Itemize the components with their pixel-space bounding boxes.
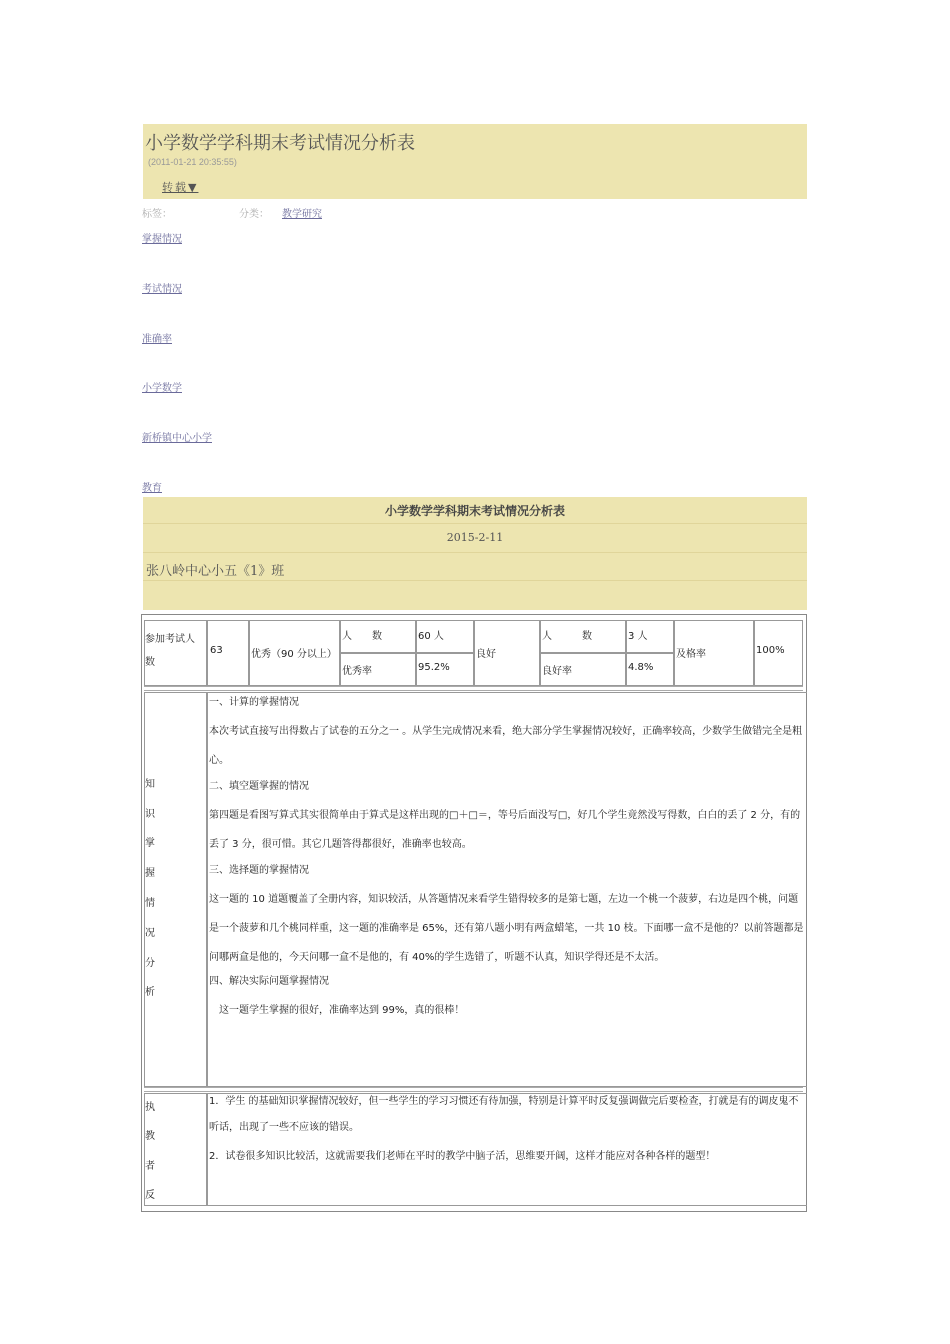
analysis-paragraph: 第四题是看图写算式其实很简单由于算式是这样出现的□＋□＝，等号后面没写□，好几个学生竟然没写得数，白白的丢了 2 分，有的丢了 3 分，很可惜。其它几题答得都很好，准确率也较高。 <box>209 810 801 850</box>
class-name: 张八岭中心小五《1》班 <box>146 564 285 579</box>
analysis-paragraph: 这一题的 10 道题覆盖了全册内容，知识较活，从答题情况来看学生错得较多的是第七题，左边一个桃一个菠萝，右边是四个桃，问题是一个菠萝和几个桃同样重，这一题的准确率是 65%，还有第八题小明有两盒蜡笔，一共 10 枝。下面哪一盒不是他的？以前答题都是问哪两盒是他的，今天问哪一盒不是他的，有 40%的学生选错了，听题不认真，知识学得还是不太活。 <box>209 894 804 963</box>
divider <box>143 523 807 524</box>
tag-link[interactable]: 小学数学 <box>142 383 182 394</box>
reflection-paragraph: 2．试卷很多知识比较活，这就需要我们老师在平时的教学中脑子活，思维要开阔，这样才能应对各种各样的题型！ <box>209 1151 716 1162</box>
document-date: 2015-2-11 <box>446 531 504 544</box>
analysis-paragraph: 这一题学生掌握的很好，准确率达到 99%，真的很棒！ <box>209 1005 465 1016</box>
good-count: 3 人 <box>628 631 648 642</box>
analysis-side-char: 掌 <box>145 838 155 849</box>
pass-rate: 100% <box>756 645 785 656</box>
divider <box>143 552 807 553</box>
document-heading <box>143 497 807 610</box>
analysis-side-char: 分 <box>145 958 155 969</box>
participants-label: 参加考试人数 <box>145 634 195 668</box>
participants-value: 63 <box>210 645 223 656</box>
good-count-label: 人 数 <box>542 631 592 642</box>
analysis-side-char: 知 <box>145 779 155 790</box>
excellent-label: 优秀（90 分以上） <box>251 649 337 660</box>
analysis-heading: 二、填空题掌握的情况 <box>209 781 309 792</box>
reflection-side-char: 反 <box>145 1190 155 1201</box>
analysis-paragraph: 本次考试直接写出得数占了试卷的五分之一 。从学生完成情况来看，绝大部分学生掌握情况较好，正确率较高，少数学生做错完全是粗心。 <box>209 726 803 766</box>
analysis-heading: 一、计算的掌握情况 <box>209 697 299 708</box>
good-rate-label: 良好率 <box>542 666 572 677</box>
pass-label: 及格率 <box>676 649 706 660</box>
reflection-side-char: 教 <box>145 1131 155 1142</box>
tag-link[interactable]: 考试情况 <box>142 284 182 295</box>
excellent-count: 60 人 <box>418 631 444 642</box>
analysis-side-char: 析 <box>145 987 155 998</box>
post-timestamp: (2011-01-21 20:35:55) <box>148 157 237 167</box>
good-rate: 4.8% <box>628 662 654 673</box>
analysis-heading: 三、选择题的掌握情况 <box>209 865 309 876</box>
analysis-heading: 四、解决实际问题掌握情况 <box>209 976 329 987</box>
category-label: 分类： <box>239 209 269 220</box>
tag-link[interactable]: 准确率 <box>142 334 172 345</box>
tag-link[interactable]: 新桥镇中心小学 <box>142 433 212 444</box>
reflection-side-char: 者 <box>145 1161 155 1172</box>
reflection-side-char: 执 <box>145 1102 155 1113</box>
repost-link[interactable]: 转载▼ <box>162 181 199 194</box>
analysis-side-cell <box>144 692 207 1087</box>
tag-link[interactable]: 教育 <box>142 483 162 494</box>
analysis-side-char: 识 <box>145 809 155 820</box>
analysis-side-char: 况 <box>145 928 155 939</box>
good-label: 良好 <box>476 649 496 660</box>
document-title: 小学数学学科期末考试情况分析表 <box>384 504 565 518</box>
tags-label: 标签： <box>142 209 172 220</box>
excellent-rate: 95.2% <box>418 662 450 673</box>
post-title: 小学数学学科期末考试情况分析表 <box>145 133 415 154</box>
divider <box>143 580 807 581</box>
excellent-count-label: 人 数 <box>342 631 382 642</box>
post-header <box>143 124 807 199</box>
tag-link[interactable]: 掌握情况 <box>142 234 182 245</box>
excellent-rate-label: 优秀率 <box>342 666 372 677</box>
analysis-side-char: 情 <box>145 898 155 909</box>
category-link[interactable]: 教学研究 <box>282 209 322 220</box>
reflection-paragraph: 1．学生 的基础知识掌握情况较好，但一些学生的学习习惯还有待加强，特别是计算平时反复强调做完后要检查，打就是有的调皮鬼不听话，出现了一些不应该的错误。 <box>209 1096 799 1133</box>
analysis-side-char: 握 <box>145 868 155 879</box>
